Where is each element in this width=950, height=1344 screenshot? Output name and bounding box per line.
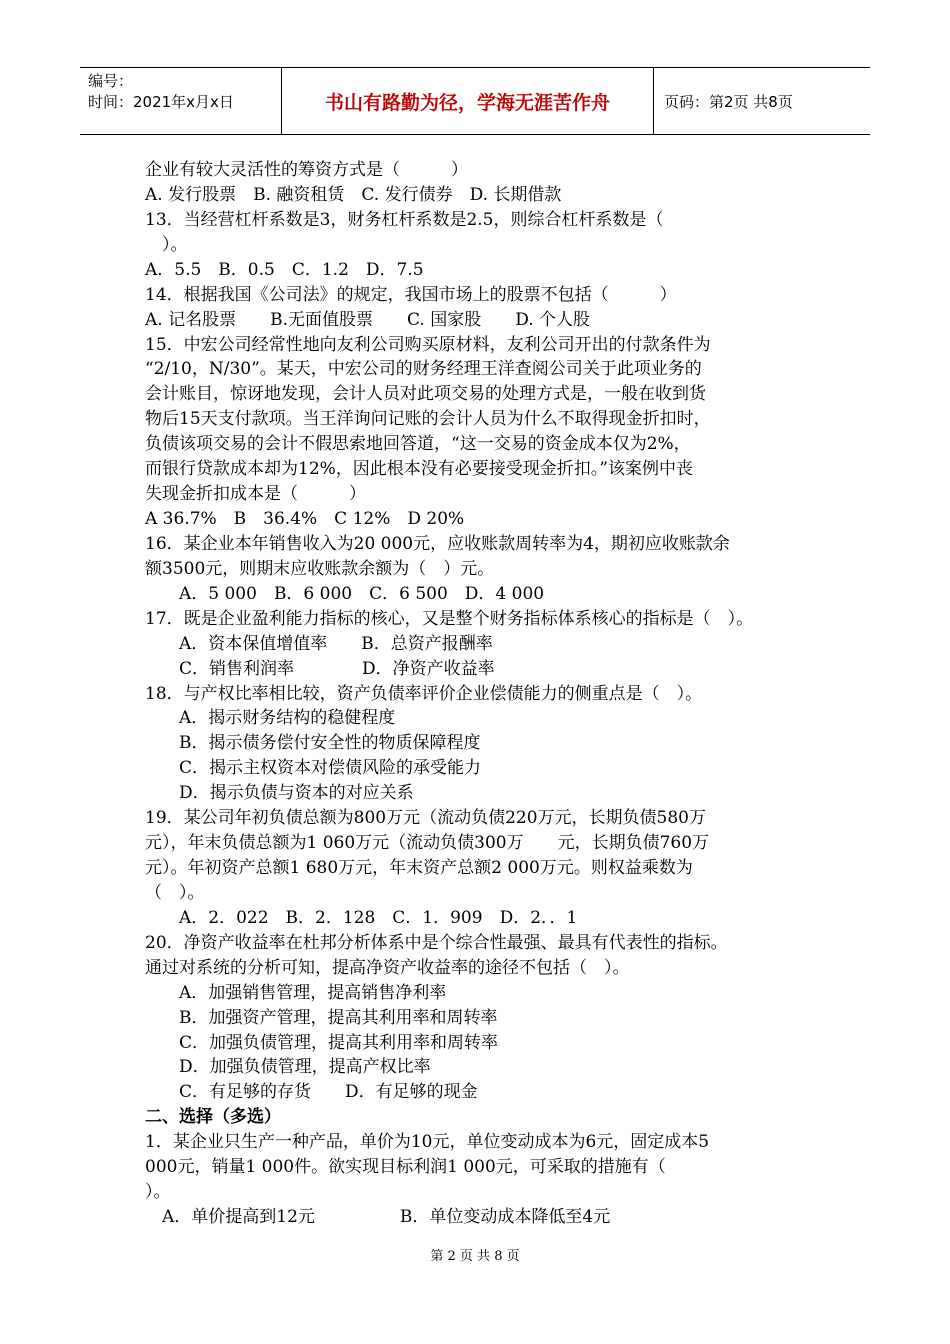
- text-line: 16．某企业本年销售收入为20 000元，应收账款周转率为4，期初应收账款余: [145, 534, 730, 554]
- text-line: 通过对系统的分析可知，提高净资产收益率的途径不包括（ ）。: [145, 958, 630, 978]
- header-meta: [80, 68, 282, 134]
- header-page-info: 页码：第2页 共8页: [664, 92, 793, 111]
- text-line: C．有足够的存货 D．有足够的现金: [145, 1082, 478, 1102]
- date-label: 时间：2021年x月x日: [88, 93, 234, 111]
- text-line: 17．既是企业盈利能力指标的核心，又是整个财务指标体系核心的指标是（ ）。: [145, 609, 754, 629]
- text-line: A．单价提高到12元 B．单位变动成本降低至4元: [145, 1207, 611, 1227]
- text-line: 负债该项交易的会计不假思索地回答道，“这一交易的资金成本仅为2%，: [145, 434, 691, 454]
- text-line: （ ）。: [145, 883, 205, 903]
- text-line: 物后15天支付款项。当王洋询问记账的会计人员为什么不取得现金折扣时，: [145, 409, 711, 429]
- page-header: [80, 67, 870, 135]
- text-line: A. 发行股票 B. 融资租赁 C. 发行债券 D. 长期借款: [145, 185, 562, 205]
- number-label: 编号：: [88, 72, 134, 90]
- text-line: 企业有较大灵活性的筹资方式是（ ）: [145, 160, 468, 180]
- text-line: ）。: [145, 235, 188, 255]
- text-line: A．资本保值增值率 B．总资产报酬率: [145, 634, 493, 654]
- text-line: A 36.7% B 36.4% C 12% D 20%: [145, 509, 465, 529]
- text-line: 19．某公司年初负债总额为800万元（流动负债220万元，长期负债580万: [145, 808, 706, 828]
- text-line: 1．某企业只生产一种产品，单价为10元，单位变动成本为6元，固定成本5: [145, 1132, 710, 1152]
- text-line: C．揭示主权资本对偿债风险的承受能力: [145, 758, 482, 778]
- text-line: B．揭示债务偿付安全性的物质保障程度: [145, 733, 481, 753]
- text-line: A．5 000 B．6 000 C．6 500 D．4 000: [145, 584, 545, 604]
- text-line: 20．净资产收益率在杜邦分析体系中是个综合性最强、最具有代表性的指标。: [145, 933, 728, 953]
- header-motto: 书山有路勤为径，学海无涯苦作舟: [282, 68, 654, 134]
- text-line: A．2．022 B．2．128 C．1．909 D．2．．1: [145, 908, 578, 928]
- text-line: C．加强负债管理，提高其利用率和周转率: [145, 1033, 499, 1053]
- text-line: 会计账目，惊讶地发现，会计人员对此项交易的处理方式是，一般在收到货: [145, 384, 706, 404]
- text-line: 14．根据我国《公司法》的规定，我国市场上的股票不包括（ ）: [145, 285, 677, 305]
- text-line: D．加强负债管理，提高产权比率: [145, 1057, 431, 1077]
- text-line: 13．当经营杠杆系数是3，财务杠杆系数是2.5，则综合杠杆系数是（: [145, 210, 664, 230]
- text-line: A．5.5 B．0.5 C．1.2 D．7.5: [145, 260, 424, 280]
- text-line: B．加强资产管理，提高其利用率和周转率: [145, 1008, 498, 1028]
- text-line: ）。: [145, 1182, 171, 1202]
- text-line: 失现金折扣成本是（ ）: [145, 484, 366, 504]
- text-line: 000元，销量1 000件。欲实现目标利润1 000元，可采取的措施有（: [145, 1157, 666, 1177]
- text-line: 元）。年初资产总额1 680万元，年末资产总额2 000万元。则权益乘数为: [145, 858, 693, 878]
- text-line: “2/10，N/30”。某天，中宏公司的财务经理王洋查阅公司关于此项业务的: [145, 359, 702, 379]
- text-line: 元），年末负债总额为1 060万元（流动负债300万 元，长期负债760万: [145, 833, 710, 853]
- text-line: 18．与产权比率相比较，资产负债率评价企业偿债能力的侧重点是（ ）。: [145, 684, 703, 704]
- text-line: D．揭示负债与资本的对应关系: [145, 783, 414, 803]
- text-line: 额3500元，则期末应收账款余额为（ ）元。: [145, 559, 495, 579]
- text-line: C．销售利润率 D．净资产收益率: [145, 659, 495, 679]
- text-line: 15．中宏公司经常性地向友利公司购买原材料，友利公司开出的付款条件为: [145, 335, 711, 355]
- text-line: A．加强销售管理，提高销售净利率: [145, 983, 447, 1003]
- text-line: 而银行贷款成本却为12%，因此根本没有必要接受现金折扣。”该案例中丧: [145, 459, 693, 479]
- section-heading: 二、选择（多选）: [145, 1107, 281, 1127]
- text-line: A．揭示财务结构的稳健程度: [145, 708, 396, 728]
- page-footer: 第 2 页 共 8 页: [430, 1249, 520, 1264]
- text-line: A. 记名股票 B.无面值股票 C. 国家股 D. 个人股: [145, 310, 591, 330]
